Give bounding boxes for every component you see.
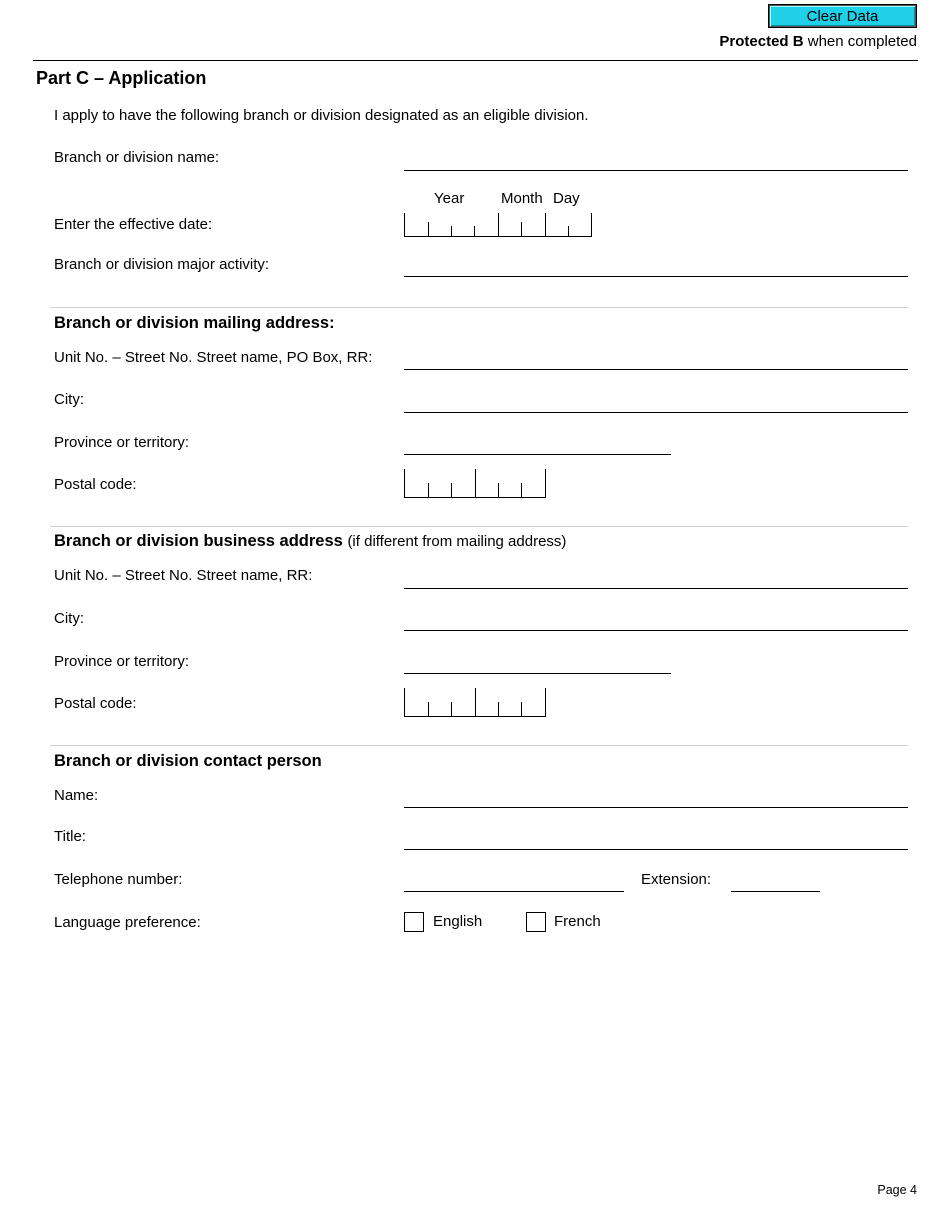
postal-tick [428,702,429,716]
business-street-field[interactable] [404,588,908,589]
major-activity-field[interactable] [404,276,908,277]
postal-tick [451,483,452,497]
mailing-street-field[interactable] [404,369,908,370]
date-tick [521,222,522,236]
french-checkbox[interactable] [526,912,546,932]
date-tick [474,226,475,236]
effective-date-field[interactable] [404,213,592,237]
mailing-postal-field[interactable] [404,469,546,498]
telephone-label: Telephone number: [54,871,183,888]
contact-name-label: Name: [54,787,99,804]
effective-date-label: Enter the effective date: [54,216,213,233]
mailing-city-label: City: [54,391,84,408]
business-address-heading [54,531,566,552]
mailing-postal-label: Postal code: [54,476,137,493]
part-title: Part C – Application [36,68,207,88]
business-heading-text: Branch or division business address [54,532,343,550]
major-activity-label: Branch or division major activity: [54,256,270,273]
date-day-header: Day [553,190,580,207]
mailing-province-label: Province or territory: [54,434,190,451]
postal-tick [498,483,499,497]
business-street-label: Unit No. – Street No. Street name, RR: [54,567,313,584]
protected-rest: when completed [803,33,917,50]
contact-title-field[interactable] [404,849,908,850]
date-tick [568,226,569,236]
branch-name-field[interactable] [404,170,908,171]
date-tick [451,226,452,236]
business-postal-label: Postal code: [54,695,137,712]
business-province-field[interactable] [404,673,671,674]
postal-tick [475,469,476,497]
mailing-city-field[interactable] [404,412,908,413]
extension-field[interactable] [731,891,820,892]
contact-person-heading: Branch or division contact person [54,752,322,770]
english-label: English [433,913,483,930]
business-city-field[interactable] [404,630,908,631]
section-divider [50,307,908,308]
mailing-address-heading: Branch or division mailing address: [54,314,335,332]
extension-label: Extension: [641,871,712,888]
language-preference-label: Language preference: [54,914,201,931]
english-checkbox[interactable] [404,912,424,932]
page-number: Page 4 [877,1183,917,1197]
business-heading-note: (if different from mailing address) [347,533,567,550]
french-label: French [554,913,601,930]
branch-name-label: Branch or division name: [54,149,220,166]
postal-tick [521,702,522,716]
contact-title-label: Title: [54,828,86,845]
intro-text: I apply to have the following branch or division designated as an eligible division. [54,107,589,124]
mailing-province-field[interactable] [404,454,671,455]
section-divider [50,745,908,746]
date-year-header: Year [434,190,465,207]
header-divider [33,60,918,61]
postal-tick [498,702,499,716]
telephone-field[interactable] [404,891,624,892]
date-month-header: Month [501,190,543,207]
section-divider [50,526,908,527]
postal-tick [521,483,522,497]
clear-data-button[interactable]: Clear Data [768,4,917,28]
date-tick [498,213,499,236]
protected-notice [719,33,917,51]
date-tick [545,213,546,236]
postal-tick [428,483,429,497]
mailing-street-label: Unit No. – Street No. Street name, PO Box, RR: [54,349,373,366]
postal-tick [451,702,452,716]
business-postal-field[interactable] [404,688,546,717]
business-city-label: City: [54,610,84,627]
contact-name-field[interactable] [404,807,908,808]
protected-level: Protected B [719,33,804,50]
postal-tick [475,688,476,716]
business-province-label: Province or territory: [54,653,190,670]
date-tick [428,222,429,236]
